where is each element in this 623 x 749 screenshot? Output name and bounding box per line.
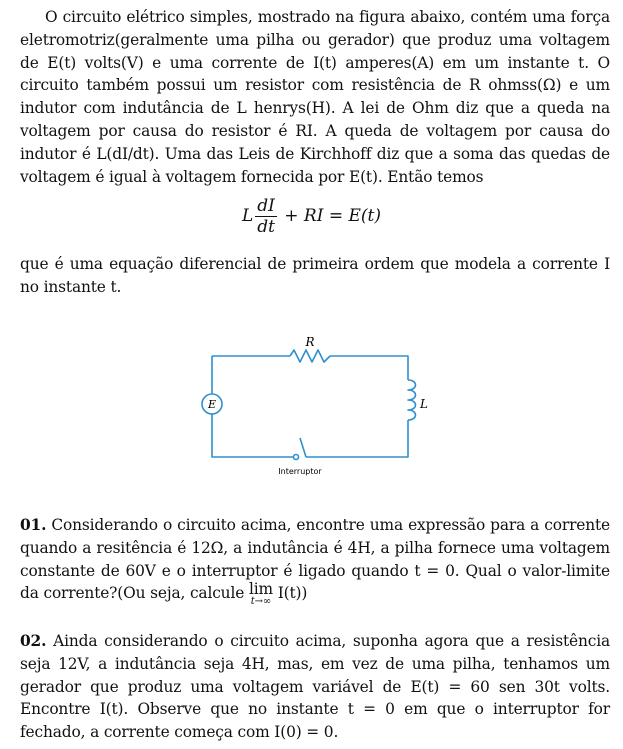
limit-tail: I(t)) bbox=[277, 584, 308, 603]
inductor-symbol bbox=[408, 380, 416, 420]
after-equation-paragraph: que é uma equação diferencial de primeira ordem que modela a corrente I no instante t. bbox=[20, 255, 610, 296]
question-2-text: Ainda considerando o circuito acima, suponha agora que a resistência seja 12V, a indutância seja 4H, mas, em vez de uma pilha, tenhamos um gerador que produz uma voltagem variável de E(t) = 60 sen 30t volts. Encontre I(t). Observe que no instante t = 0 em que o interruptor for fechado, a corrente começa com I(0) = 0. bbox=[20, 632, 610, 742]
eq-rest: + RI = E(t) bbox=[284, 206, 382, 226]
limit-expression bbox=[249, 582, 273, 607]
limit-subscript: t→∞ bbox=[250, 596, 272, 608]
intro-paragraph: O circuito elétrico simples, mostrado na figura abaixo, contém uma força eletromotriz(geralmente uma pilha ou gerador) que produz uma voltagem de E(t) volts(V) e uma corrente de I(t) amperes(A) em um instante t. O circuito também possui um resistor com resistência de R ohmss(Ω) e um indutor com indutância de L henrys(H). A lei de Ohm diz que a queda na voltagem por causa do resistor é RI. A queda de voltagem por causa do indutor é L(dI/dt). Uma das Leis de Kirchhoff diz que a soma das quedas de voltagem é igual à voltagem fornecida por E(t). Então temos bbox=[20, 8, 610, 186]
question-2 bbox=[20, 630, 610, 744]
switch-contact bbox=[294, 455, 299, 460]
source-label: E bbox=[207, 398, 217, 411]
eq-denominator: dt bbox=[257, 217, 275, 237]
wire-bottom-left bbox=[212, 414, 296, 457]
differential-equation bbox=[0, 196, 623, 237]
eq-fraction bbox=[255, 196, 277, 237]
switch-label: Interruptor bbox=[278, 467, 322, 476]
wire-bottom-right bbox=[306, 420, 408, 457]
question-2-number: 02. bbox=[20, 632, 47, 650]
inductor-label: L bbox=[420, 397, 428, 411]
wire-top-right bbox=[330, 356, 408, 380]
limit-word: lim bbox=[248, 580, 273, 599]
resistor-label: R bbox=[305, 335, 315, 349]
question-1-number: 01. bbox=[20, 516, 47, 534]
eq-numerator: dI bbox=[257, 196, 275, 216]
switch-blade bbox=[300, 438, 306, 457]
question-1 bbox=[20, 514, 610, 607]
eq-coef: L bbox=[241, 206, 254, 226]
question-1-text: Considerando o circuito acima, encontre uma expressão para a corrente quando a resitência é 12Ω, a indutância é 4H, a pilha fornece uma voltagem constante de 60V e o interruptor é ligado quando t = 0. Qual o valor-limite da corrente?(Ou seja, calcule bbox=[20, 516, 610, 603]
resistor-symbol bbox=[290, 350, 330, 362]
rl-circuit-diagram bbox=[190, 330, 430, 480]
